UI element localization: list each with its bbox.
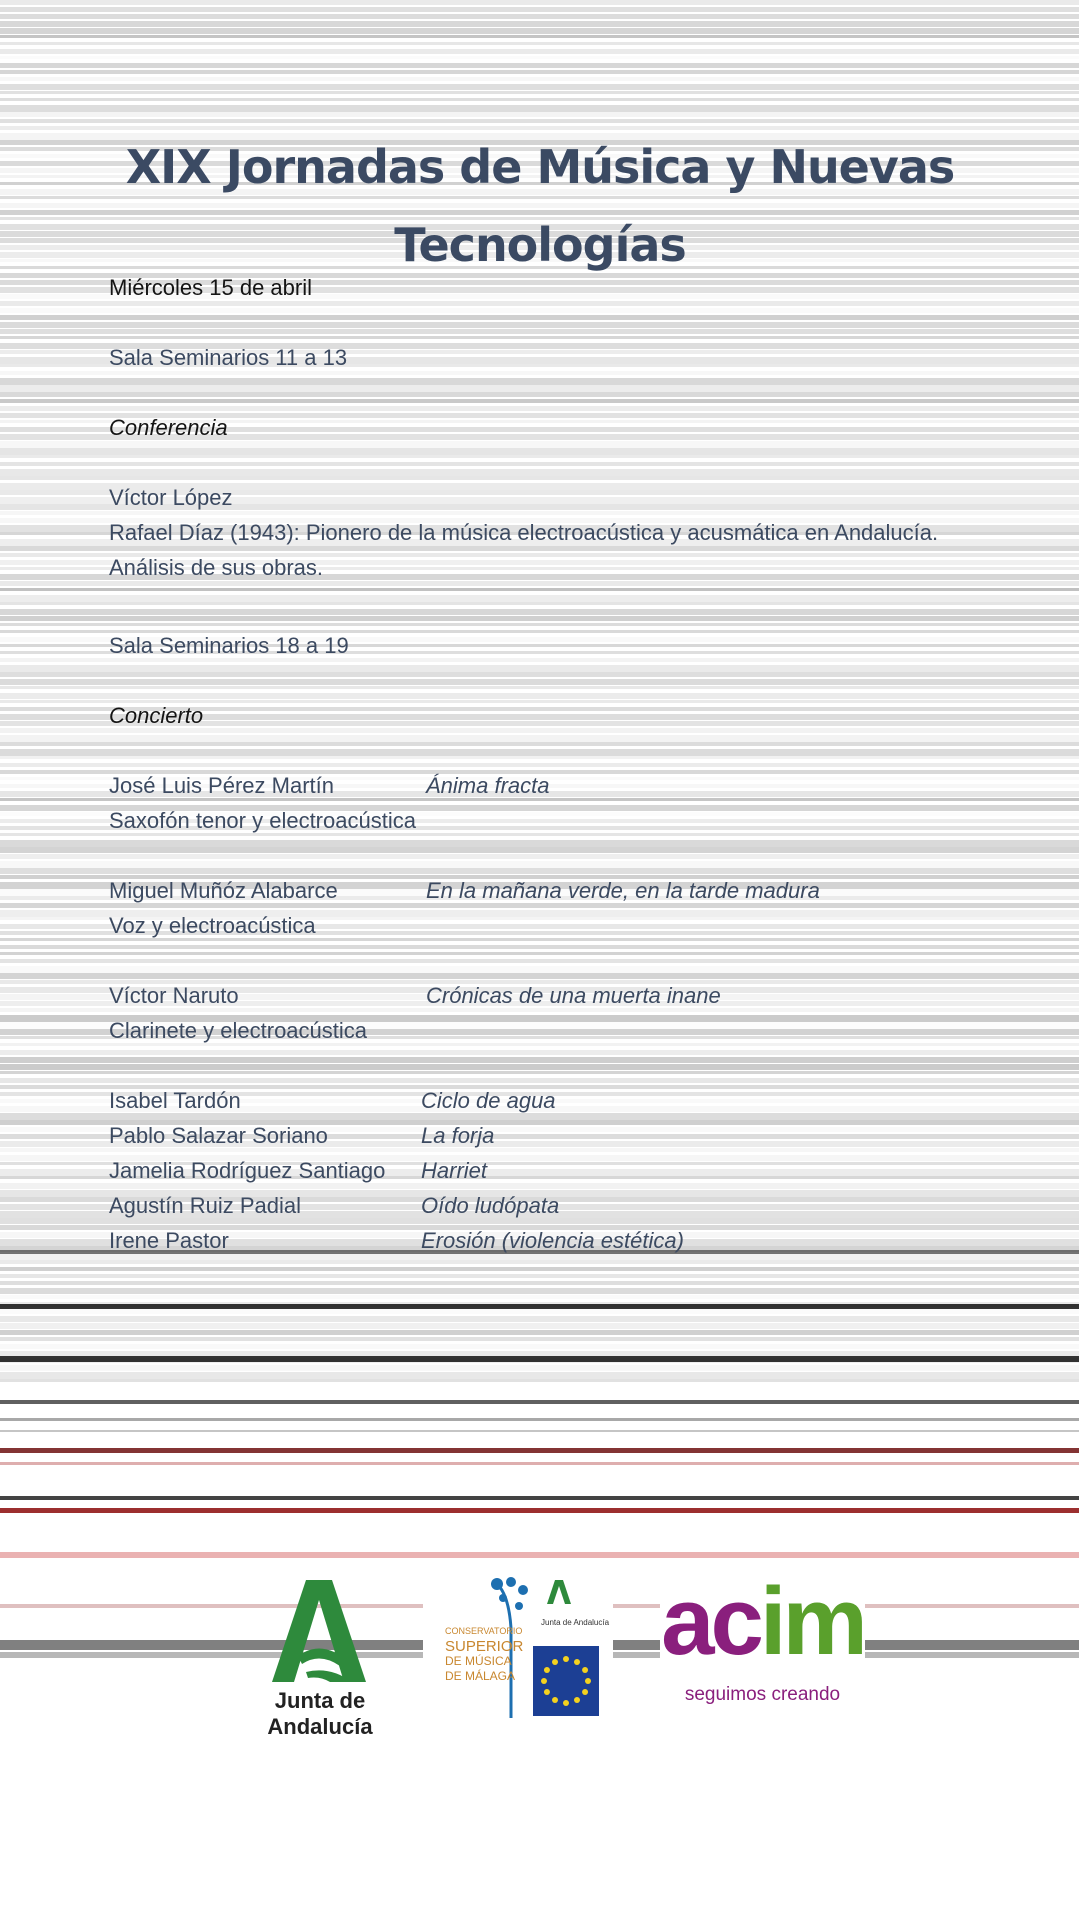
composer-work: Harriet (421, 1158, 488, 1183)
eu-star (574, 1659, 580, 1665)
junta-de-andalucia-logo (220, 1570, 420, 1739)
acim-wordmark-part: im (759, 1568, 864, 1675)
conservatorio-logo (423, 1568, 613, 1728)
composer-work: La forja (421, 1123, 495, 1148)
eu-star (574, 1697, 580, 1703)
conservatorio-line: SUPERIOR (445, 1638, 524, 1655)
eu-star (544, 1689, 550, 1695)
conservatorio-name (445, 1624, 523, 1684)
junta-emblem-icon (220, 1570, 420, 1690)
eu-star (582, 1667, 588, 1673)
session1-talk: Rafael Díaz (1943): Pionero de la música electroacústica y acusmática en Andalucía. Análisis de sus obras. (109, 520, 939, 580)
composer-name: Irene Pastor (109, 1228, 229, 1253)
eu-star (582, 1689, 588, 1695)
conservatorio-line: DE MÁLAGA (445, 1669, 516, 1683)
acim-logo (660, 1566, 865, 1726)
session2-room: Sala Seminarios 18 a 19 (109, 633, 349, 658)
session1-room: Sala Seminarios 11 a 13 (109, 345, 348, 370)
event-date: Miércoles 15 de abril (109, 275, 312, 300)
eu-star (563, 1700, 569, 1706)
performer-name: José Luis Pérez Martín (109, 773, 334, 798)
composer-work: Ciclo de agua (421, 1088, 556, 1113)
session2-type: Concierto (109, 703, 204, 728)
eu-star (585, 1678, 591, 1684)
session1-type: Conferencia (109, 415, 228, 440)
performer-instrument: Clarinete y electroacústica (109, 1018, 368, 1043)
composer-work: Erosión (violencia estética) (421, 1228, 684, 1253)
composer-name: Agustín Ruiz Padial (109, 1193, 301, 1218)
eu-star (552, 1697, 558, 1703)
performer-name: Víctor Naruto (109, 983, 239, 1008)
eu-stars-icon (533, 1646, 599, 1716)
conservatorio-line: CONSERVATORIO (445, 1626, 523, 1636)
performer-instrument: Voz y electroacústica (109, 913, 316, 938)
acim-wordmark-part: ac (661, 1568, 760, 1675)
performer-name: Miguel Muñóz Alabarce (109, 878, 338, 903)
eu-star (541, 1678, 547, 1684)
eu-star (563, 1656, 569, 1662)
performer-work: En la mañana verde, en la tarde madura (426, 878, 820, 903)
poster-title: XIX Jornadas de Música y Nuevas Tecnologías (125, 140, 955, 272)
acim-wordmark (660, 1570, 865, 1674)
eu-star (544, 1667, 550, 1673)
performer-work: Crónicas de una muerta inane (426, 983, 721, 1008)
composer-work: Oído ludópata (421, 1193, 560, 1218)
junta-logo-text: Junta de Andalucía (267, 1688, 373, 1739)
performer-instrument: Saxofón tenor y electroacústica (109, 808, 416, 833)
eu-star (552, 1659, 558, 1665)
composer-name: Pablo Salazar Soriano (109, 1123, 328, 1148)
conservatorio-line: DE MÚSICA (445, 1654, 512, 1668)
session1-speaker: Víctor López (109, 485, 233, 510)
composer-name: Isabel Tardón (109, 1088, 241, 1113)
performer-work: Ánima fracta (426, 773, 550, 798)
composer-name: Jamelia Rodríguez Santiago (109, 1158, 386, 1183)
acim-tagline: seguimos creando (684, 1684, 841, 1705)
conservatorio-junta-text: Junta de Andalucía (541, 1618, 610, 1627)
